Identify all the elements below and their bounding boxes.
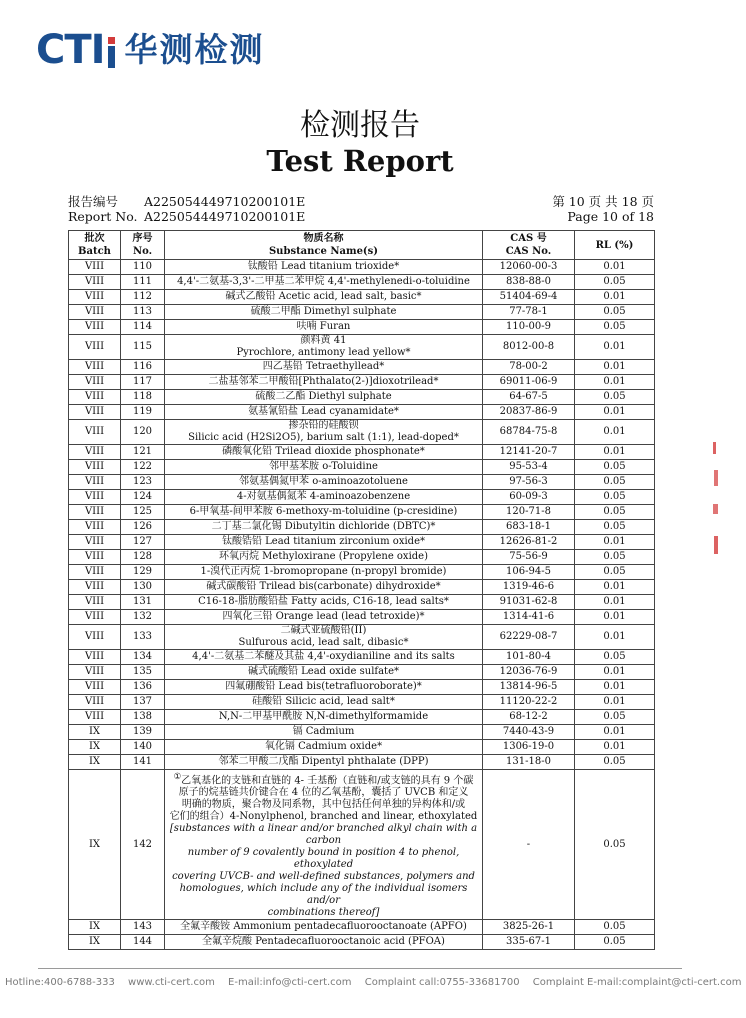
substance-table: [68, 230, 655, 950]
cell-substance: 二盐基邻苯二甲酸铅[Phthalato(2-)]dioxotrilead*: [165, 375, 483, 390]
table-row: [69, 305, 655, 320]
cell-rl: 0.05: [575, 320, 655, 335]
cell-no: 123: [121, 475, 165, 490]
table-row: [69, 535, 655, 550]
table-row: [69, 680, 655, 695]
cell-no: 134: [121, 650, 165, 665]
cell-no: 112: [121, 290, 165, 305]
cell-no: 119: [121, 405, 165, 420]
cell-cas: 7440-43-9: [483, 725, 575, 740]
header-rl: RL (%): [575, 231, 655, 260]
cell-no: 138: [121, 710, 165, 725]
cell-rl: 0.01: [575, 405, 655, 420]
cell-rl: 0.01: [575, 625, 655, 650]
table-row: [69, 335, 655, 360]
cell-no: 137: [121, 695, 165, 710]
cell-batch: VIII: [69, 290, 121, 305]
table-row: [69, 710, 655, 725]
table-row: [69, 275, 655, 290]
cell-batch: VIII: [69, 535, 121, 550]
cell-batch: VIII: [69, 665, 121, 680]
cell-batch: VIII: [69, 475, 121, 490]
cell-no: 143: [121, 920, 165, 935]
cell-no: 124: [121, 490, 165, 505]
footer-divider: [38, 968, 682, 969]
cell-batch: VIII: [69, 595, 121, 610]
cell-substance: 全氟辛烷酸 Pentadecafluorooctanoic acid (PFOA): [165, 935, 483, 950]
cell-substance: 4-对氨基偶氮苯 4-aminoazobenzene: [165, 490, 483, 505]
cell-no: 135: [121, 665, 165, 680]
cell-cas: -: [483, 770, 575, 920]
report-title-cn: 检测报告: [300, 108, 420, 143]
logo-mark-icon: [107, 33, 117, 69]
cell-batch: VIII: [69, 275, 121, 290]
cell-cas: 95-53-4: [483, 460, 575, 475]
cell-no: 125: [121, 505, 165, 520]
table-row: [69, 460, 655, 475]
cell-batch: VIII: [69, 420, 121, 445]
cell-substance: 硅酸铅 Silicic acid, lead salt*: [165, 695, 483, 710]
cell-rl: 0.05: [575, 710, 655, 725]
cell-batch: VIII: [69, 460, 121, 475]
table-row: [69, 650, 655, 665]
cell-rl: 0.01: [575, 375, 655, 390]
cell-no: 120: [121, 420, 165, 445]
cell-batch: IX: [69, 725, 121, 740]
cell-cas: 1306-19-0: [483, 740, 575, 755]
cell-batch: VIII: [69, 445, 121, 460]
cell-rl: 0.01: [575, 445, 655, 460]
cell-batch: VIII: [69, 650, 121, 665]
header-batch: 批次 Batch: [69, 231, 121, 260]
cell-batch: VIII: [69, 375, 121, 390]
cell-no: 113: [121, 305, 165, 320]
table-row: [69, 740, 655, 755]
table-row: [69, 550, 655, 565]
cell-rl: 0.05: [575, 920, 655, 935]
cell-substance: 硫酸二乙酯 Diethyl sulphate: [165, 390, 483, 405]
table-row: [69, 360, 655, 375]
table-row: [69, 665, 655, 680]
cell-substance: 四氟硼酸铅 Lead bis(tetrafluoroborate)*: [165, 680, 483, 695]
table-row: [69, 445, 655, 460]
cell-no: 140: [121, 740, 165, 755]
cell-cas: 12141-20-7: [483, 445, 575, 460]
cell-rl: 0.01: [575, 665, 655, 680]
logo-text: CTI: [36, 27, 105, 73]
cell-no: 116: [121, 360, 165, 375]
cell-cas: 51404-69-4: [483, 290, 575, 305]
cell-no: 114: [121, 320, 165, 335]
cell-substance: 二丁基二氯化锡 Dibutyltin dichloride (DBTC)*: [165, 520, 483, 535]
table-row: [69, 260, 655, 275]
cell-cas: 75-56-9: [483, 550, 575, 565]
cell-cas: 110-00-9: [483, 320, 575, 335]
table-row: [69, 770, 655, 920]
cell-rl: 0.05: [575, 770, 655, 920]
cell-batch: VIII: [69, 625, 121, 650]
cell-cas: 120-71-8: [483, 505, 575, 520]
table-row: [69, 420, 655, 445]
cell-no: 136: [121, 680, 165, 695]
table-row: [69, 755, 655, 770]
cell-no: 118: [121, 390, 165, 405]
cell-rl: 0.01: [575, 725, 655, 740]
cell-no: 139: [121, 725, 165, 740]
header-cas: CAS 号 CAS No.: [483, 231, 575, 260]
table-row: [69, 320, 655, 335]
cell-no: 121: [121, 445, 165, 460]
cell-cas: 68784-75-8: [483, 420, 575, 445]
cell-batch: IX: [69, 740, 121, 755]
cell-rl: 0.05: [575, 275, 655, 290]
cell-no: 122: [121, 460, 165, 475]
cell-rl: 0.05: [575, 460, 655, 475]
cell-batch: VIII: [69, 405, 121, 420]
table-body: [69, 260, 655, 770]
cell-substance: ①乙氧基化的支链和直链的 4- 壬基酚（直链和/或支链的具有 9 个碳 原子的烷基链共价键合在 4 位的乙氧基酚，囊括了 UVCB 和定义 明确的物质，聚合物及同系物，其中包括任何单独的异构体和/或 它们的组合）4-Nonylphenol, branched and linear, ethoxylated [substances with a linear and/or branched alkyl chain with a carbon number of 9 covalently bound in position 4 to phenol, ethoxylated covering UVCB- and well-defined substances, polymers and homologues, which include any of the individual isomers and/or combinations thereof]: [165, 770, 483, 920]
report-title-en: Test Report: [266, 144, 454, 178]
logo-cn-text: 华测检测: [124, 30, 265, 69]
cell-rl: 0.01: [575, 420, 655, 445]
cell-substance: 6-甲氧基-间甲苯胺 6-methoxy-m-toluidine (p-cresidine): [165, 505, 483, 520]
table-body-long: [69, 770, 655, 920]
cell-substance: 4,4'-二氨基-3,3'-二甲基二苯甲烷 4,4'-methylenedi-o-toluidine: [165, 275, 483, 290]
cell-no: 111: [121, 275, 165, 290]
report-no-label-en: Report No.: [68, 209, 138, 224]
cell-substance: 四乙基铅 Tetraethyllead*: [165, 360, 483, 375]
cell-no: 127: [121, 535, 165, 550]
cell-cas: 77-78-1: [483, 305, 575, 320]
header-substance: 物质名称 Substance Name(s): [165, 231, 483, 260]
cell-batch: VIII: [69, 505, 121, 520]
cell-cas: 1319-46-6: [483, 580, 575, 595]
table-row: [69, 920, 655, 935]
cell-cas: 62229-08-7: [483, 625, 575, 650]
cell-batch: VIII: [69, 320, 121, 335]
cell-rl: 0.05: [575, 935, 655, 950]
table-row: [69, 520, 655, 535]
cell-rl: 0.01: [575, 680, 655, 695]
page-number-en: Page 10 of 18: [567, 209, 654, 224]
cell-batch: VIII: [69, 520, 121, 535]
footer-complaint-call: Complaint call:0755-33681700: [364, 977, 520, 988]
cell-batch: VIII: [69, 710, 121, 725]
cell-no: 115: [121, 335, 165, 360]
cell-substance: 二碱式亚硫酸铅(II) Sulfurous acid, lead salt, dibasic*: [165, 625, 483, 650]
cell-rl: 0.05: [575, 550, 655, 565]
cell-substance: 颜料黄 41 Pyrochlore, antimony lead yellow*: [165, 335, 483, 360]
company-logo: [36, 27, 265, 73]
footer-email-link[interactable]: E-mail:info@cti-cert.com: [228, 977, 352, 988]
table-row: [69, 595, 655, 610]
cell-batch: VIII: [69, 335, 121, 360]
cell-substance: 四氧化三铅 Orange lead (lead tetroxide)*: [165, 610, 483, 625]
cell-cas: 101-80-4: [483, 650, 575, 665]
table-row: [69, 580, 655, 595]
cell-rl: 0.05: [575, 505, 655, 520]
cell-cas: 69011-06-9: [483, 375, 575, 390]
cell-substance: N,N-二甲基甲酰胺 N,N-dimethylformamide: [165, 710, 483, 725]
cell-cas: 91031-62-8: [483, 595, 575, 610]
cell-cas: 20837-86-9: [483, 405, 575, 420]
table-row: [69, 375, 655, 390]
cell-substance: 邻甲基苯胺 o-Toluidine: [165, 460, 483, 475]
cell-no: 128: [121, 550, 165, 565]
cell-batch: IX: [69, 770, 121, 920]
table-row: [69, 565, 655, 580]
cell-cas: 131-18-0: [483, 755, 575, 770]
cell-rl: 0.05: [575, 475, 655, 490]
cell-rl: 0.01: [575, 595, 655, 610]
cell-rl: 0.05: [575, 390, 655, 405]
cell-cas: 1314-41-6: [483, 610, 575, 625]
table-row: [69, 490, 655, 505]
cell-rl: 0.01: [575, 740, 655, 755]
table-body-tail: [69, 920, 655, 950]
cell-cas: 12626-81-2: [483, 535, 575, 550]
cell-cas: 838-88-0: [483, 275, 575, 290]
table-row: [69, 695, 655, 710]
cell-substance: 呋喃 Furan: [165, 320, 483, 335]
cell-substance: 4,4'-二氨基二苯醚及其盐 4,4'-oxydianiline and its salts: [165, 650, 483, 665]
cell-substance: 碱式乙酸铅 Acetic acid, lead salt, basic*: [165, 290, 483, 305]
cell-substance: 硫酸二甲酯 Dimethyl sulphate: [165, 305, 483, 320]
cell-rl: 0.01: [575, 695, 655, 710]
cell-batch: IX: [69, 920, 121, 935]
cell-batch: IX: [69, 755, 121, 770]
report-no-value-en: A225054449710200101E: [144, 209, 306, 224]
cell-rl: 0.05: [575, 490, 655, 505]
cell-rl: 0.01: [575, 360, 655, 375]
cell-no: 126: [121, 520, 165, 535]
cell-substance: C16-18-脂肪酸铅盐 Fatty acids, C16-18, lead salts*: [165, 595, 483, 610]
cell-rl: 0.05: [575, 305, 655, 320]
cell-batch: VIII: [69, 260, 121, 275]
cell-batch: VIII: [69, 550, 121, 565]
cell-no: 144: [121, 935, 165, 950]
cell-cas: 68-12-2: [483, 710, 575, 725]
cell-substance: 磷酸氧化铅 Trilead dioxide phosphonate*: [165, 445, 483, 460]
cell-substance: 全氟辛酸铵 Ammonium pentadecafluorooctanoate (APFO): [165, 920, 483, 935]
table-row: [69, 935, 655, 950]
cell-rl: 0.01: [575, 260, 655, 275]
cell-substance: 1-溴代正丙烷 1-bromopropane (n-propyl bromide): [165, 565, 483, 580]
cell-cas: 97-56-3: [483, 475, 575, 490]
table-row: [69, 290, 655, 305]
cell-batch: VIII: [69, 610, 121, 625]
cell-batch: VIII: [69, 390, 121, 405]
cell-batch: VIII: [69, 565, 121, 580]
cell-cas: 335-67-1: [483, 935, 575, 950]
cell-no: 110: [121, 260, 165, 275]
cell-rl: 0.01: [575, 610, 655, 625]
cell-substance: 邻苯二甲酸二戊酯 Dipentyl phthalate (DPP): [165, 755, 483, 770]
table-row: [69, 505, 655, 520]
cell-rl: 0.01: [575, 335, 655, 360]
cell-no: 142: [121, 770, 165, 920]
cell-substance: 环氧丙烷 Methyloxirane (Propylene oxide): [165, 550, 483, 565]
cell-cas: 78-00-2: [483, 360, 575, 375]
cell-cas: 60-09-3: [483, 490, 575, 505]
cell-rl: 0.05: [575, 755, 655, 770]
cell-no: 117: [121, 375, 165, 390]
page-number-cn: 第 10 页 共 18 页: [552, 194, 654, 209]
table-row: [69, 475, 655, 490]
cell-batch: VIII: [69, 305, 121, 320]
cell-batch: VIII: [69, 580, 121, 595]
cell-rl: 0.05: [575, 520, 655, 535]
header-no: 序号 No.: [121, 231, 165, 260]
table-row: [69, 390, 655, 405]
cell-cas: 11120-22-2: [483, 695, 575, 710]
cell-rl: 0.01: [575, 290, 655, 305]
cell-cas: 3825-26-1: [483, 920, 575, 935]
cell-cas: 64-67-5: [483, 390, 575, 405]
cell-no: 141: [121, 755, 165, 770]
cell-substance: 邻氨基偶氮甲苯 o-aminoazotoluene: [165, 475, 483, 490]
cell-cas: 106-94-5: [483, 565, 575, 580]
cell-no: 131: [121, 595, 165, 610]
page-number-block: [552, 194, 654, 224]
footer-hotline: Hotline:400-6788-333: [5, 977, 115, 988]
table-row: [69, 610, 655, 625]
cell-substance: 镉 Cadmium: [165, 725, 483, 740]
report-no-label-cn: 报告编号: [68, 194, 119, 209]
cell-cas: 683-18-1: [483, 520, 575, 535]
cell-substance: 碱式碳酸铅 Trilead bis(carbonate) dihydroxide*: [165, 580, 483, 595]
cell-no: 132: [121, 610, 165, 625]
cell-cas: 12036-76-9: [483, 665, 575, 680]
cell-no: 129: [121, 565, 165, 580]
cell-cas: 8012-00-8: [483, 335, 575, 360]
cell-batch: VIII: [69, 360, 121, 375]
table-row: [69, 625, 655, 650]
cell-substance: 氧化镉 Cadmium oxide*: [165, 740, 483, 755]
footer-complaint-email-link[interactable]: Complaint E-mail:complaint@cti-cert.com: [532, 977, 742, 988]
table-header-row: [69, 231, 655, 260]
cell-cas: 12060-00-3: [483, 260, 575, 275]
cell-batch: VIII: [69, 680, 121, 695]
cell-substance: 钛酸铅 Lead titanium trioxide*: [165, 260, 483, 275]
cell-substance: 碱式硫酸铅 Lead oxide sulfate*: [165, 665, 483, 680]
table-row: [69, 725, 655, 740]
stamp-fragment-icon: [712, 440, 720, 570]
footer: [0, 977, 742, 988]
cell-no: 133: [121, 625, 165, 650]
report-number-block: [68, 194, 305, 224]
cell-cas: 13814-96-5: [483, 680, 575, 695]
cell-no: 130: [121, 580, 165, 595]
cell-batch: IX: [69, 935, 121, 950]
cell-rl: 0.01: [575, 535, 655, 550]
cell-batch: VIII: [69, 695, 121, 710]
cell-batch: VIII: [69, 490, 121, 505]
cell-rl: 0.05: [575, 650, 655, 665]
footer-website-link[interactable]: www.cti-cert.com: [128, 977, 215, 988]
cell-substance: 钛酸锆铅 Lead titanium zirconium oxide*: [165, 535, 483, 550]
cell-substance: 氨基氰铅盐 Lead cyanamidate*: [165, 405, 483, 420]
report-no-value: A225054449710200101E: [144, 194, 306, 209]
cell-rl: 0.05: [575, 565, 655, 580]
cell-substance: 掺杂铅的硅酸钡 Silicic acid (H2Si2O5), barium salt (1:1), lead-doped*: [165, 420, 483, 445]
cell-rl: 0.01: [575, 580, 655, 595]
table-row: [69, 405, 655, 420]
